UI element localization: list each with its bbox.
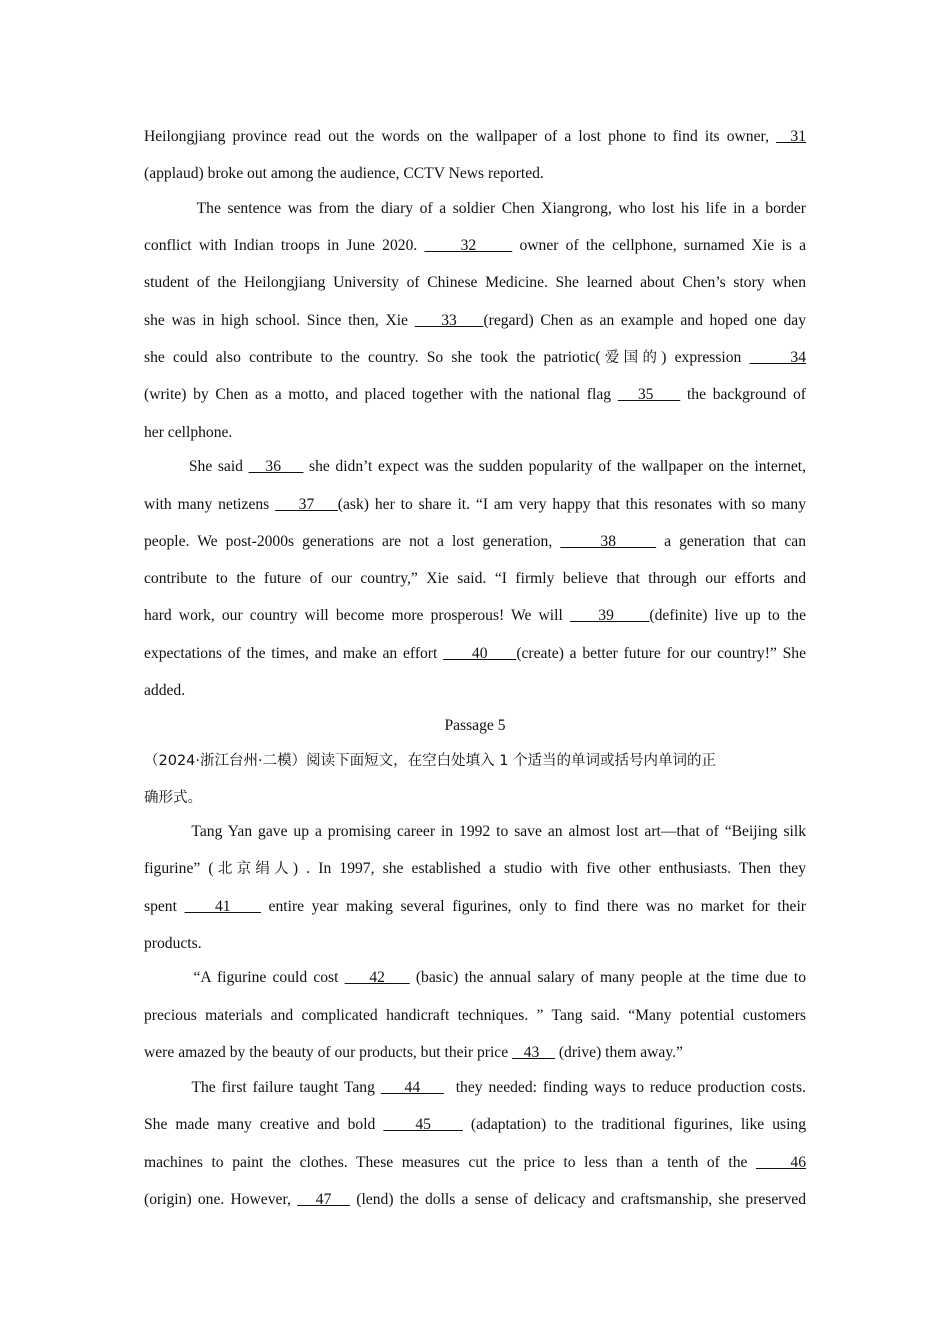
text-line bbox=[144, 385, 806, 405]
text-run: The sentence was from the diary of a soldier Chen Xiangrong, who lost his life in a border bbox=[144, 200, 806, 217]
text-run: figurine” ( bbox=[144, 860, 214, 877]
text-run: her cellphone. bbox=[144, 424, 233, 441]
text-line bbox=[144, 199, 806, 219]
text-run: she was in high school. Since then, Xie bbox=[144, 312, 415, 329]
text-line bbox=[144, 348, 806, 368]
text-line bbox=[144, 569, 806, 589]
text-line bbox=[144, 606, 806, 626]
text-line bbox=[144, 127, 806, 147]
text-run: (write) by Chen as a motto, and placed together with the national flag bbox=[144, 386, 618, 403]
text-line bbox=[144, 859, 806, 879]
text-run: were amazed by the beauty of our products, but their price bbox=[144, 1044, 513, 1061]
section-heading bbox=[144, 716, 806, 736]
answer-blank: 43 bbox=[512, 1044, 555, 1061]
text-run: ) expression bbox=[661, 349, 750, 366]
text-line bbox=[144, 273, 806, 293]
text-run: added. bbox=[144, 682, 186, 699]
text-run: student of the Heilongjiang University of Chinese Medicine. She learned about Chen’s story when bbox=[144, 274, 806, 291]
answer-blank: 44 bbox=[380, 1079, 444, 1096]
text-line bbox=[144, 1043, 806, 1063]
text-line bbox=[144, 236, 806, 256]
text-run: (drive) them away.” bbox=[554, 1044, 683, 1061]
text-run: spent bbox=[144, 898, 185, 915]
answer-blank: 33 bbox=[414, 312, 484, 329]
text-line bbox=[144, 423, 806, 443]
text-line bbox=[144, 1078, 806, 1098]
text-line bbox=[144, 164, 806, 184]
text-line bbox=[144, 822, 806, 842]
instruction-line bbox=[144, 751, 806, 771]
answer-blank: 42 bbox=[344, 969, 410, 986]
text-line bbox=[144, 1153, 806, 1173]
text-run: She made many creative and bold bbox=[144, 1116, 384, 1133]
text-line bbox=[144, 1115, 806, 1135]
text-run: (lend) the dolls a sense of delicacy and craftsmanship, she preserved bbox=[350, 1191, 807, 1208]
answer-blank: 39 bbox=[569, 607, 650, 624]
answer-blank: 41 bbox=[184, 898, 261, 915]
answer-blank: 37 bbox=[275, 496, 338, 513]
text-run: she could also contribute to the country. So she took the patriotic( bbox=[144, 349, 601, 366]
text-line bbox=[144, 1190, 806, 1210]
answer-blank: 40 bbox=[443, 645, 517, 662]
text-run: (definite) live up to the bbox=[649, 607, 807, 624]
text-line bbox=[144, 968, 806, 988]
answer-blank: 45 bbox=[383, 1116, 463, 1133]
text-run: Tang Yan gave up a promising career in 1992 to save an almost lost art—that of “Beijing silk bbox=[144, 823, 806, 840]
text-run: machines to paint the clothes. These measures cut the price to less than a tenth of the bbox=[144, 1154, 757, 1171]
text-run: (ask) her to share it. “I am very happy that this resonates with so many bbox=[337, 496, 807, 513]
text-run: hard work, our country will become more prosperous! We will bbox=[144, 607, 570, 624]
text-run: She said bbox=[144, 458, 249, 475]
answer-blank: 36 bbox=[248, 458, 304, 475]
text-run: (create) a better future for our country!” She bbox=[516, 645, 806, 662]
text-run: “A figurine could cost bbox=[144, 969, 345, 986]
text-run: conflict with Indian troops in June 2020. bbox=[144, 237, 425, 254]
answer-blank: 38 bbox=[560, 533, 657, 550]
text-line bbox=[144, 495, 806, 515]
answer-blank: 46 bbox=[756, 1154, 807, 1171]
chinese-text: 爱国的 bbox=[600, 350, 662, 366]
text-run: (regard) Chen as an example and hoped one day bbox=[483, 312, 806, 329]
text-run: the background of bbox=[680, 386, 806, 403]
answer-blank: 34 bbox=[749, 349, 806, 366]
answer-blank: 35 bbox=[617, 386, 681, 403]
text-line bbox=[144, 897, 806, 917]
text-run: they needed: finding ways to reduce production costs. bbox=[443, 1079, 806, 1096]
text-run: ) . In 1997, she established a studio with five other enthusiasts. Then they bbox=[292, 860, 807, 877]
text-run: with many netizens bbox=[144, 496, 276, 513]
text-run: Passage 5 bbox=[444, 717, 506, 734]
text-run: she didn’t expect was the sudden popularity of the wallpaper on the internet, bbox=[303, 458, 806, 475]
text-line bbox=[144, 934, 806, 954]
text-line bbox=[144, 457, 806, 477]
text-run: entire year making several figurines, only to find there was no market for their bbox=[260, 898, 807, 915]
instruction-line bbox=[144, 788, 806, 808]
text-line bbox=[144, 311, 806, 331]
text-run: (origin) one. However, bbox=[144, 1191, 298, 1208]
text-run: people. We post-2000s generations are not a lost generation, bbox=[144, 533, 561, 550]
text-line bbox=[144, 1006, 806, 1026]
text-run: products. bbox=[144, 935, 202, 952]
chinese-text: 北京绢人 bbox=[213, 861, 293, 877]
text-line bbox=[144, 532, 806, 552]
text-run: The first failure taught Tang bbox=[144, 1079, 381, 1096]
chinese-text: （2024·浙江台州·二模）阅读下面短文，在空白处填入 1 个适当的单词或括号内单词的正 bbox=[144, 753, 717, 769]
answer-blank: 32 bbox=[424, 237, 513, 254]
text-run: precious materials and complicated handicraft techniques. ” Tang said. “Many potential customers bbox=[144, 1007, 806, 1024]
text-run: Heilongjiang province read out the words on the wallpaper of a lost phone to find its owner, bbox=[144, 128, 777, 145]
text-run: owner of the cellphone, surnamed Xie is a bbox=[512, 237, 806, 254]
text-run: a generation that can bbox=[656, 533, 807, 550]
text-line bbox=[144, 681, 806, 701]
chinese-text: 确形式。 bbox=[144, 790, 202, 806]
text-run: (basic) the annual salary of many people at the time due to bbox=[409, 969, 807, 986]
text-line bbox=[144, 644, 806, 664]
text-run: (adaptation) to the traditional figurines, like using bbox=[462, 1116, 806, 1133]
text-run: expectations of the times, and make an effort bbox=[144, 645, 444, 662]
text-run: contribute to the future of our country,” Xie said. “I firmly believe that through our efforts and bbox=[144, 570, 806, 587]
answer-blank: 47 bbox=[297, 1191, 351, 1208]
answer-blank: 31 bbox=[776, 128, 806, 145]
text-run: (applaud) broke out among the audience, CCTV News reported. bbox=[144, 165, 544, 182]
